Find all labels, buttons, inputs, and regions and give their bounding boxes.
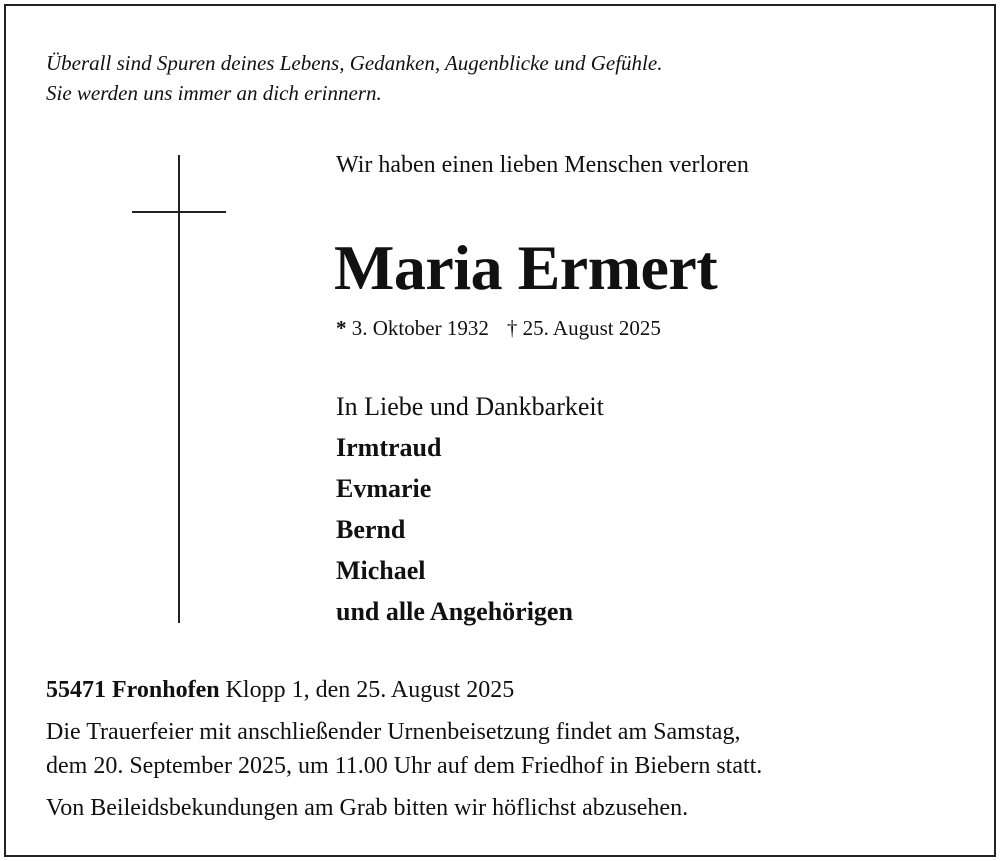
obituary-frame [4, 4, 996, 857]
ceremony-line-1: Die Trauerfeier mit anschließender Urnenbeisetzung findet am Samstag, [46, 719, 741, 745]
place: 55471 Fronhofen [46, 677, 220, 703]
ceremony-line-2: dem 20. September 2025, um 11.00 Uhr auf dem Friedhof in Biebern statt. [46, 753, 763, 779]
motto [46, 48, 662, 108]
life-dates [336, 316, 661, 341]
mourner-name: und alle Angehörigen [336, 597, 573, 626]
mourners-block [336, 386, 604, 632]
birth-date: 3. Oktober 1932 [351, 316, 489, 340]
mourner-name: Irmtraud [336, 433, 442, 462]
birth-symbol: * [336, 316, 347, 340]
deceased-name: Maria Ermert [334, 232, 718, 303]
mourner-name: Evmarie [336, 474, 432, 503]
cross-icon-bar [132, 211, 226, 213]
mourner-name: Bernd [336, 515, 406, 544]
cross-icon [178, 155, 180, 623]
address-line [46, 673, 762, 707]
footer [46, 673, 762, 825]
mourner-name: Michael [336, 556, 426, 585]
motto-line-2: Sie werden uns immer an dich erinnern. [46, 81, 382, 105]
mourners-heading: In Liebe und Dankbarkeit [336, 392, 604, 421]
death-date: 25. August 2025 [522, 316, 661, 340]
address-date: Klopp 1, den 25. August 2025 [225, 677, 515, 703]
intro-text: Wir haben einen lieben Menschen verloren [336, 152, 749, 178]
motto-line-1: Überall sind Spuren deines Lebens, Gedanken, Augenblicke und Gefühle. [46, 51, 663, 75]
death-symbol: † [506, 316, 518, 340]
condolence-note: Von Beileidsbekundungen am Grab bitten wir höflichst abzusehen. [46, 795, 689, 821]
